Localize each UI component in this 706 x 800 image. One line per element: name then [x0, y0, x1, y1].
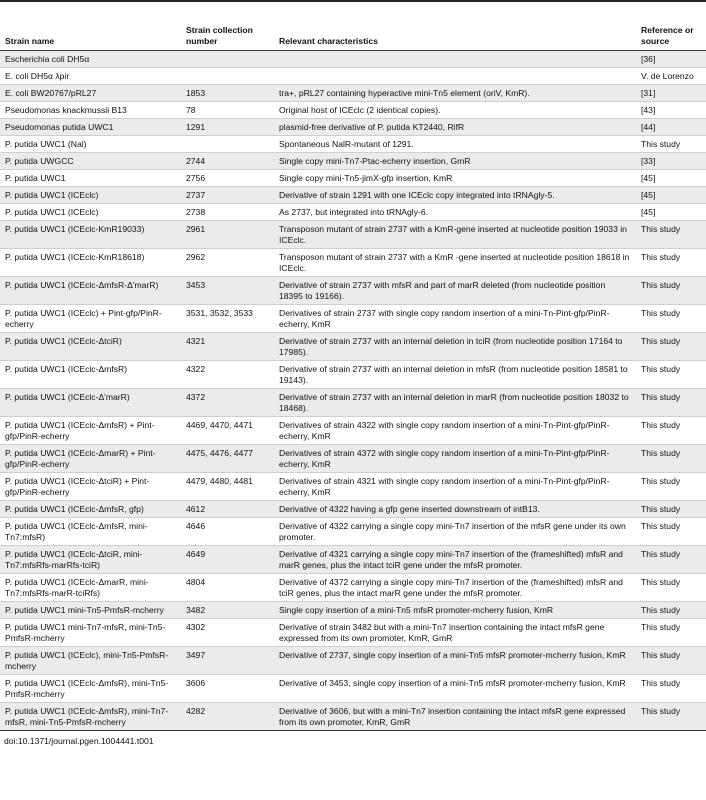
reference-cell: This study — [636, 602, 706, 619]
table-row — [0, 153, 706, 170]
strain-name-cell: P. putida UWC1 (ICEclc-ΔtciR) — [0, 333, 181, 361]
collection-number-cell: 78 — [181, 102, 274, 119]
reference-cell: [43] — [636, 102, 706, 119]
table-row — [0, 187, 706, 204]
collection-number-cell: 2738 — [181, 204, 274, 221]
characteristics-cell: plasmid-free derivative of P. putida KT2440, RifR — [274, 119, 636, 136]
collection-number-cell: 4302 — [181, 619, 274, 647]
characteristics-cell: Derivatives of strain 4321 with single copy random insertion of a mini-Tn-Pint-gfp/PinR-echerry, KmR — [274, 473, 636, 501]
characteristics-cell: Transposon mutant of strain 2737 with a KmR -gene inserted at nucleotide position 18618 in ICEclc. — [274, 249, 636, 277]
table-row — [0, 333, 706, 361]
characteristics-cell: tra+, pRL27 containing hyperactive mini-Tn5 element (oriV, KmR). — [274, 85, 636, 102]
reference-cell: This study — [636, 277, 706, 305]
table-row — [0, 501, 706, 518]
strain-name-cell: P. putida UWC1 (ICEclc), mini-Tn5-PmfsR-mcherry — [0, 647, 181, 675]
strain-name-cell: P. putida UWC1 (ICEclc-ΔmarR) + Pint-gfp/PinR-echerry — [0, 445, 181, 473]
reference-cell: This study — [636, 518, 706, 546]
table-row — [0, 619, 706, 647]
table-row — [0, 546, 706, 574]
table-row — [0, 249, 706, 277]
collection-number-cell: 1291 — [181, 119, 274, 136]
collection-number-cell: 4479, 4480, 4481 — [181, 473, 274, 501]
strain-name-cell: P. putida UWC1 (ICEclc-ΔmfsR), mini-Tn7-mfsR, mini-Tn5-PmfsR-mcherry — [0, 703, 181, 731]
collection-number-cell: 4475, 4476, 4477 — [181, 445, 274, 473]
characteristics-cell: Derivative of 4322 carrying a single copy mini-Tn7 insertion of the mfsR gene under its own promoter. — [274, 518, 636, 546]
reference-cell: [45] — [636, 170, 706, 187]
strain-name-cell: P. putida UWC1 (ICEclc-ΔmarR, mini-Tn7:mfsRfs-marR-tciRfs) — [0, 574, 181, 602]
reference-cell: This study — [636, 501, 706, 518]
reference-cell: This study — [636, 546, 706, 574]
header-characteristics: Relevant characteristics — [274, 23, 636, 51]
collection-number-cell: 2962 — [181, 249, 274, 277]
reference-cell: [36] — [636, 51, 706, 68]
characteristics-cell: Derivatives of strain 4322 with single copy random insertion of a mini-Tn-Pint-gfp/PinR-echerry, KmR — [274, 417, 636, 445]
collection-number-cell — [181, 51, 274, 68]
reference-cell: This study — [636, 473, 706, 501]
strain-name-cell: P. putida UWC1 (ICEclc-ΔmfsR-Δ'marR) — [0, 277, 181, 305]
collection-number-cell: 3497 — [181, 647, 274, 675]
strain-name-cell: Escherichia coli DH5α — [0, 51, 181, 68]
table-row — [0, 602, 706, 619]
table-row — [0, 170, 706, 187]
characteristics-cell: Derivative of 3453, single copy insertion of a mini-Tn5 mfsR promoter-mcherry fusion, KmR — [274, 675, 636, 703]
reference-cell: This study — [636, 361, 706, 389]
table-row — [0, 221, 706, 249]
reference-cell: This study — [636, 249, 706, 277]
collection-number-cell: 4612 — [181, 501, 274, 518]
strain-name-cell: P. putida UWC1 (ICEclc-ΔtciR, mini-Tn7:mfsRfs-marRfs-tciR) — [0, 546, 181, 574]
strain-name-cell: P. putida UWC1 (Nal) — [0, 136, 181, 153]
strain-name-cell: P. putida UWGCC — [0, 153, 181, 170]
table-row — [0, 574, 706, 602]
collection-number-cell: 3453 — [181, 277, 274, 305]
collection-number-cell: 2737 — [181, 187, 274, 204]
collection-number-cell: 4372 — [181, 389, 274, 417]
strain-name-cell: P. putida UWC1 (ICEclc-ΔmfsR, gfp) — [0, 501, 181, 518]
reference-cell: This study — [636, 703, 706, 731]
strain-name-cell: P. putida UWC1 — [0, 170, 181, 187]
strain-name-cell: E. coli BW20767/pRL27 — [0, 85, 181, 102]
reference-cell: V. de Lorenzo — [636, 68, 706, 85]
characteristics-cell: Derivative of 2737, single copy insertion of a mini-Tn5 mfsR promoter-mcherry fusion, KmR — [274, 647, 636, 675]
collection-number-cell: 4646 — [181, 518, 274, 546]
characteristics-cell: Single copy insertion of a mini-Tn5 mfsR promoter-mcherry fusion, KmR — [274, 602, 636, 619]
characteristics-cell: Derivative of strain 2737 with an internal deletion in mfsR (from nucleotide position 18581 to 19143). — [274, 361, 636, 389]
reference-cell: [45] — [636, 187, 706, 204]
strain-name-cell: P. putida UWC1 (ICEclc-ΔmfsR) + Pint-gfp/PinR-echerry — [0, 417, 181, 445]
collection-number-cell — [181, 136, 274, 153]
reference-cell: This study — [636, 417, 706, 445]
characteristics-cell: Single copy mini-Tn5-jimX-gfp insertion, KmR — [274, 170, 636, 187]
reference-cell: This study — [636, 305, 706, 333]
reference-cell: [45] — [636, 204, 706, 221]
strain-name-cell: P. putida UWC1 (ICEclc) — [0, 204, 181, 221]
strain-name-cell: P. putida UWC1 (ICEclc-ΔtciR) + Pint-gfp/PinR-echerry — [0, 473, 181, 501]
characteristics-cell: Single copy mini-Tn7-Ptac-echerry insertion, GmR — [274, 153, 636, 170]
table-row — [0, 277, 706, 305]
collection-number-cell — [181, 68, 274, 85]
characteristics-cell — [274, 68, 636, 85]
strain-name-cell: P. putida UWC1 (ICEclc-Δ'marR) — [0, 389, 181, 417]
collection-number-cell: 4649 — [181, 546, 274, 574]
header-reference: Reference or source — [636, 23, 706, 51]
collection-number-cell: 4322 — [181, 361, 274, 389]
characteristics-cell: Spontaneous NalR-mutant of 1291. — [274, 136, 636, 153]
reference-cell: [31] — [636, 85, 706, 102]
header-strain-name: Strain name — [0, 23, 181, 51]
characteristics-cell: As 2737, but integrated into tRNAgly-6. — [274, 204, 636, 221]
collection-number-cell: 4282 — [181, 703, 274, 731]
table-row — [0, 85, 706, 102]
strain-name-cell: P. putida UWC1 (ICEclc) + Pint-gfp/PinR-echerry — [0, 305, 181, 333]
collection-number-cell: 3606 — [181, 675, 274, 703]
strain-name-cell: P. putida UWC1 mini-Tn5-PmfsR-mcherry — [0, 602, 181, 619]
reference-cell: This study — [636, 675, 706, 703]
collection-number-cell: 3482 — [181, 602, 274, 619]
table-row — [0, 675, 706, 703]
characteristics-cell: Derivative of strain 2737 with mfsR and part of marR deleted (from nucleotide position 18395 to 19166). — [274, 277, 636, 305]
table-row — [0, 445, 706, 473]
table-row — [0, 68, 706, 85]
strain-name-cell: P. putida UWC1 (ICEclc-ΔmfsR) — [0, 361, 181, 389]
strain-name-cell: P. putida UWC1 (ICEclc-KmR19033) — [0, 221, 181, 249]
characteristics-cell: Original host of ICEclc (2 identical copies). — [274, 102, 636, 119]
strain-name-cell: P. putida UWC1 (ICEclc-ΔmfsR), mini-Tn5-PmfsR-mcherry — [0, 675, 181, 703]
collection-number-cell: 4804 — [181, 574, 274, 602]
characteristics-cell — [274, 51, 636, 68]
collection-number-cell: 3531, 3532, 3533 — [181, 305, 274, 333]
characteristics-cell: Derivatives of strain 4372 with single copy random insertion of a mini-Tn-Pint-gfp/PinR-echerry, KmR — [274, 445, 636, 473]
strain-name-cell: E. coli DH5α λpir — [0, 68, 181, 85]
reference-cell: This study — [636, 221, 706, 249]
collection-number-cell: 4321 — [181, 333, 274, 361]
reference-cell: This study — [636, 619, 706, 647]
strain-name-cell: P. putida UWC1 (ICEclc-KmR18618) — [0, 249, 181, 277]
characteristics-cell: Derivative of strain 3482 but with a mini-Tn7 insertion containing the intact mfsR gene expressed from its own promoter, KmR, GmR — [274, 619, 636, 647]
strain-name-cell: Pseudomonas knackmussii B13 — [0, 102, 181, 119]
table-header — [0, 1, 706, 51]
table-row — [0, 518, 706, 546]
reference-cell: This study — [636, 333, 706, 361]
reference-cell: This study — [636, 445, 706, 473]
table-row — [0, 204, 706, 221]
characteristics-cell: Derivative of strain 2737 with an internal deletion in marR (from nucleotide position 18032 to 18468). — [274, 389, 636, 417]
reference-cell: [44] — [636, 119, 706, 136]
characteristics-cell: Derivative of 3606, but with a mini-Tn7 insertion containing the intact mfsR gene expressed from its own promoter, KmR, GmR — [274, 703, 636, 731]
table-row — [0, 119, 706, 136]
strain-name-cell: Pseudomonas putida UWC1 — [0, 119, 181, 136]
table-row — [0, 305, 706, 333]
table-row — [0, 361, 706, 389]
strain-name-cell: P. putida UWC1 (ICEclc) — [0, 187, 181, 204]
characteristics-cell: Transposon mutant of strain 2737 with a KmR-gene inserted at nucleotide position 19033 in ICEclc. — [274, 221, 636, 249]
characteristics-cell: Derivative of 4372 carrying a single copy mini-Tn7 insertion of the (frameshifted) mfsR and tciR genes, plus the intact marR gene under the mfsR promoter. — [274, 574, 636, 602]
characteristics-cell: Derivative of 4321 carrying a single copy mini-Tn7 insertion of the (frameshifted) mfsR and marR genes, plus the intact tciR gene under the mfsR promoter. — [274, 546, 636, 574]
table-row — [0, 51, 706, 68]
collection-number-cell: 4469, 4470, 4471 — [181, 417, 274, 445]
table-row — [0, 647, 706, 675]
table-body — [0, 51, 706, 731]
reference-cell: This study — [636, 647, 706, 675]
characteristics-cell: Derivative of strain 1291 with one ICEclc copy integrated into tRNAgly-5. — [274, 187, 636, 204]
reference-cell: This study — [636, 574, 706, 602]
header-collection-number: Strain collection number — [181, 23, 274, 51]
reference-cell: This study — [636, 136, 706, 153]
table-row — [0, 473, 706, 501]
characteristics-cell: Derivative of 4322 having a gfp gene inserted downstream of intB13. — [274, 501, 636, 518]
table-row — [0, 417, 706, 445]
collection-number-cell: 2744 — [181, 153, 274, 170]
doi-footer: doi:10.1371/journal.pgen.1004441.t001 — [4, 736, 154, 746]
reference-cell: [33] — [636, 153, 706, 170]
table-row — [0, 703, 706, 731]
characteristics-cell: Derivatives of strain 2737 with single copy random insertion of a mini-Tn-Pint-gfp/PinR-echerry, KmR — [274, 305, 636, 333]
strain-name-cell: P. putida UWC1 mini-Tn7-mfsR, mini-Tn5-PmfsR-mcherry — [0, 619, 181, 647]
table-row — [0, 136, 706, 153]
collection-number-cell: 2756 — [181, 170, 274, 187]
table-row — [0, 389, 706, 417]
collection-number-cell: 1853 — [181, 85, 274, 102]
collection-number-cell: 2961 — [181, 221, 274, 249]
characteristics-cell: Derivative of strain 2737 with an internal deletion in tciR (from nucleotide position 17164 to 17985). — [274, 333, 636, 361]
reference-cell: This study — [636, 389, 706, 417]
table-row — [0, 102, 706, 119]
strain-name-cell: P. putida UWC1 (ICEclc-ΔmfsR, mini-Tn7:mfsR) — [0, 518, 181, 546]
